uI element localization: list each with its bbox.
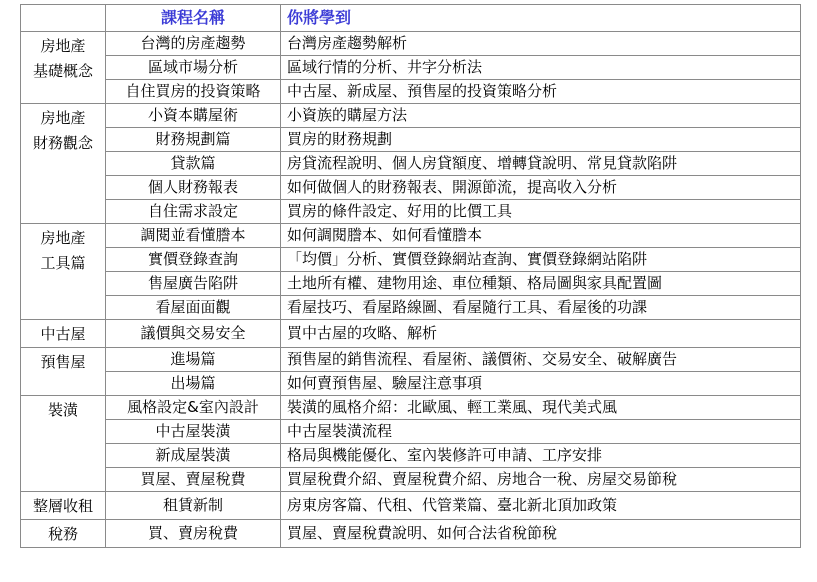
learn-cell: 預售屋的銷售流程、看屋術、議價術、交易安全、破解廣告	[281, 348, 801, 372]
table-row	[21, 80, 801, 104]
category-cell	[21, 396, 106, 492]
table-row	[21, 104, 801, 128]
category-label-line: 工具篇	[40, 254, 86, 272]
header-category	[21, 5, 106, 32]
learn-cell: 如何調閱謄本、如何看懂謄本	[281, 224, 801, 248]
learn-cell: 買屋稅費介紹、賣屋稅費介紹、房地合一稅、房屋交易節稅	[281, 468, 801, 492]
table-row	[21, 468, 801, 492]
table-row	[21, 224, 801, 248]
learn-cell: 中古屋、新成屋、預售屋的投資策略分析	[281, 80, 801, 104]
table-row	[21, 200, 801, 224]
category-cell	[21, 348, 106, 396]
category-cell	[21, 32, 106, 104]
learn-cell: 小資族的購屋方法	[281, 104, 801, 128]
course-name-cell: 小資本購屋術	[106, 104, 281, 128]
course-name-cell: 議價與交易安全	[106, 320, 281, 348]
learn-cell: 中古屋裝潢流程	[281, 420, 801, 444]
course-name-cell: 進場篇	[106, 348, 281, 372]
category-cell	[21, 492, 106, 520]
course-name-cell: 售屋廣告陷阱	[106, 272, 281, 296]
table-row	[21, 372, 801, 396]
category-label-line: 預售屋	[40, 353, 86, 371]
course-name-cell: 個人財務報表	[106, 176, 281, 200]
category-label-line: 稅務	[47, 525, 78, 543]
learn-cell: 買中古屋的攻略、解析	[281, 320, 801, 348]
course-name-cell: 新成屋裝潢	[106, 444, 281, 468]
table-row	[21, 320, 801, 348]
course-name-cell: 財務規劃篇	[106, 128, 281, 152]
header-learn: 你將學到	[281, 5, 801, 32]
category-label-line: 基礎概念	[32, 62, 93, 80]
table-row	[21, 56, 801, 80]
learn-cell: 台灣房產趨勢解析	[281, 32, 801, 56]
learn-cell: 土地所有權、建物用途、車位種類、格局圖與家具配置圖	[281, 272, 801, 296]
table-row	[21, 396, 801, 420]
learn-cell: 區域行情的分析、井字分析法	[281, 56, 801, 80]
course-name-cell: 買、賣房稅費	[106, 520, 281, 548]
course-table-wrapper	[20, 4, 801, 548]
category-label-line: 整層收租	[32, 497, 93, 515]
category-label-line: 房地產	[40, 229, 86, 247]
course-name-cell: 台灣的房產趨勢	[106, 32, 281, 56]
course-table-body	[21, 32, 801, 548]
learn-cell: 買房的條件設定、好用的比價工具	[281, 200, 801, 224]
header-course-name: 課程名稱	[106, 5, 281, 32]
table-row	[21, 520, 801, 548]
category-cell	[21, 320, 106, 348]
course-name-cell: 貸款篇	[106, 152, 281, 176]
table-row	[21, 420, 801, 444]
table-row	[21, 128, 801, 152]
learn-cell: 房貸流程說明、個人房貸額度、增轉貸說明、常見貸款陷阱	[281, 152, 801, 176]
category-label-line: 房地產	[40, 109, 86, 127]
table-row	[21, 296, 801, 320]
course-name-cell: 實價登錄查詢	[106, 248, 281, 272]
learn-cell: 格局與機能優化、室內裝修許可申請、工序安排	[281, 444, 801, 468]
table-row	[21, 444, 801, 468]
course-name-cell: 看屋面面觀	[106, 296, 281, 320]
table-row	[21, 32, 801, 56]
category-label-line: 裝潢	[47, 401, 78, 419]
learn-cell: 房東房客篇、代租、代管業篇、臺北新北頂加政策	[281, 492, 801, 520]
learn-cell: 買屋、賣屋稅費說明、如何合法省稅節稅	[281, 520, 801, 548]
course-name-cell: 出場篇	[106, 372, 281, 396]
table-row	[21, 152, 801, 176]
course-name-cell: 自住買房的投資策略	[106, 80, 281, 104]
learn-cell: 如何做個人的財務報表、開源節流，提高收入分析	[281, 176, 801, 200]
learn-cell: 買房的財務規劃	[281, 128, 801, 152]
category-label-line: 中古屋	[40, 325, 86, 343]
course-name-cell: 風格設定&室內設計	[106, 396, 281, 420]
course-name-cell: 中古屋裝潢	[106, 420, 281, 444]
course-table	[20, 4, 801, 548]
table-row	[21, 348, 801, 372]
table-row	[21, 272, 801, 296]
category-label-line: 房地產	[40, 37, 86, 55]
course-name-cell: 區域市場分析	[106, 56, 281, 80]
header-row	[21, 5, 801, 32]
table-row	[21, 248, 801, 272]
course-name-cell: 買屋、賣屋稅費	[106, 468, 281, 492]
category-cell	[21, 104, 106, 224]
course-name-cell: 租賃新制	[106, 492, 281, 520]
category-label-line: 財務觀念	[32, 134, 93, 152]
learn-cell: 「均價」分析、實價登錄網站查詢、實價登錄網站陷阱	[281, 248, 801, 272]
learn-cell: 如何賣預售屋、驗屋注意事項	[281, 372, 801, 396]
table-row	[21, 492, 801, 520]
learn-cell: 看屋技巧、看屋路線圖、看屋隨行工具、看屋後的功課	[281, 296, 801, 320]
category-cell	[21, 520, 106, 548]
course-name-cell: 自住需求設定	[106, 200, 281, 224]
course-name-cell: 調閱並看懂謄本	[106, 224, 281, 248]
table-row	[21, 176, 801, 200]
category-cell	[21, 224, 106, 320]
learn-cell: 裝潢的風格介紹：北歐風、輕工業風、現代美式風	[281, 396, 801, 420]
